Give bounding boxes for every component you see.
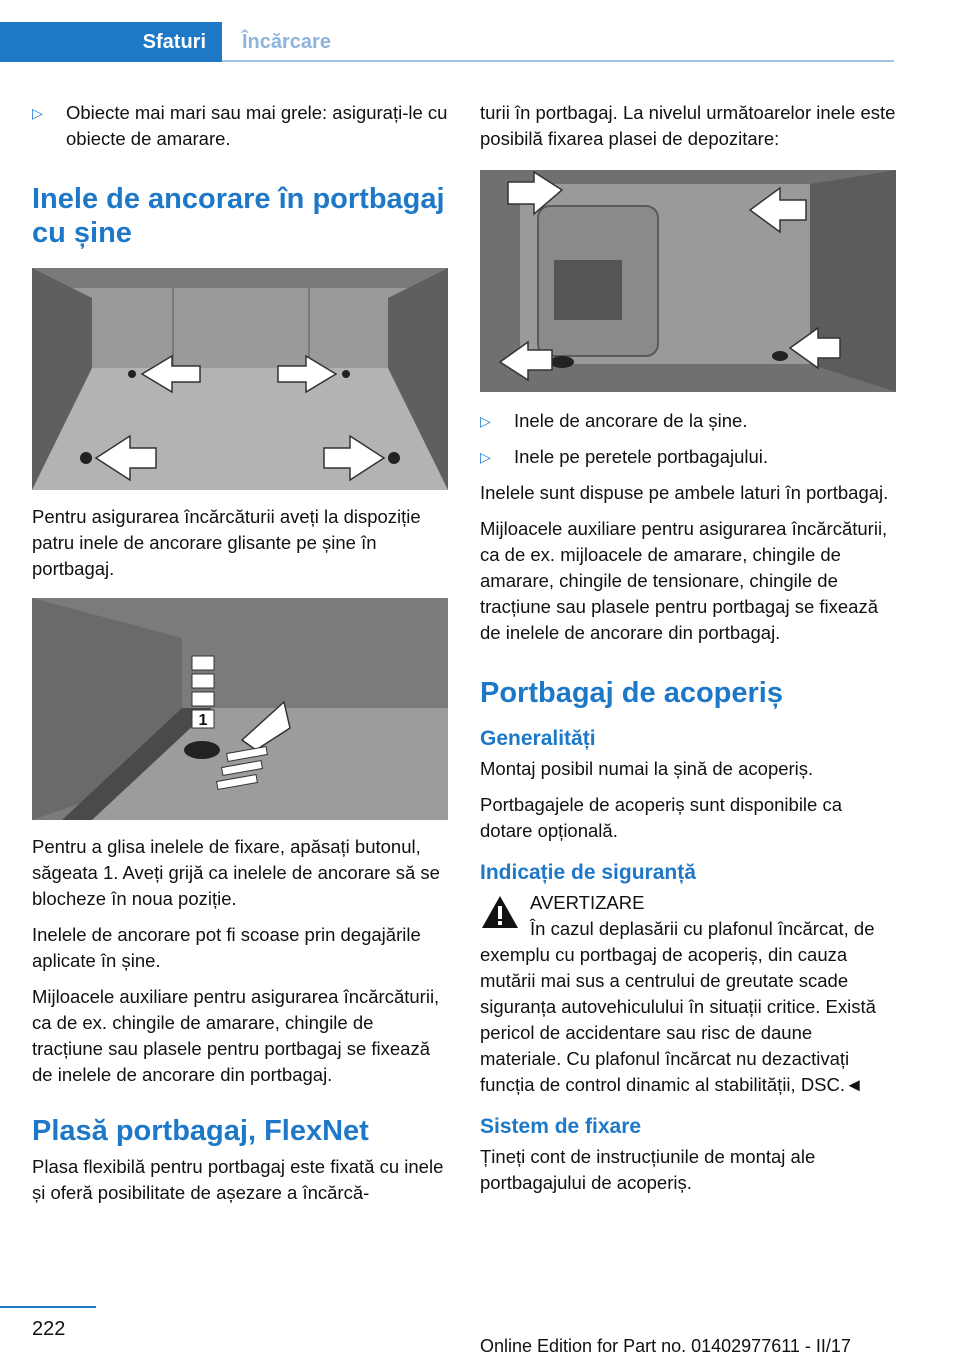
right-column (480, 100, 896, 1206)
edition-footer: Online Edition for Part no. 01402977611 - II/17 (480, 1336, 851, 1356)
trunk-wall-rings-image (480, 170, 896, 392)
warning-triangle-icon (480, 894, 520, 930)
paragraph: Inelele de ancorare pot fi scoase prin degajările aplicate în șine. (32, 924, 421, 971)
warning-title: AVERTIZARE (530, 892, 645, 913)
bullet-text: Inele pe peretele portbagajului. (514, 446, 769, 467)
subheading-fixing-system: Sistem de fixare (480, 1115, 642, 1138)
tab-underline (222, 60, 894, 62)
section-heading-rings: Inele de ancorare în portbagaj cu șine (32, 183, 445, 249)
page-number: 222 (32, 1318, 66, 1340)
subheading-safety: Indicație de siguranță (480, 861, 696, 884)
list-item (32, 100, 448, 152)
triangle-bullet-icon: ▷ (32, 105, 43, 121)
tab-incarcare[interactable]: Încărcare (242, 30, 331, 53)
subheading-general: Generalități (480, 727, 596, 750)
trunk-wall-illustration (480, 170, 896, 392)
bullet-text: Inele de ancorare de la șine. (514, 410, 748, 431)
paragraph: Mijloacele auxiliare pentru asigurarea încărcăturii, ca de ex. mijloacele de amarare, chingile de amarare, chingile de tensionare, chingile de tracțiune sau plasele pentru portbagaj se fixează de inelele de ancorare din portbagaj. (480, 518, 888, 643)
list-item (480, 444, 896, 470)
triangle-bullet-icon: ▷ (480, 449, 491, 465)
rail-ring-detail-image (32, 598, 448, 820)
paragraph: Mijloacele auxiliare pentru asigurarea încărcăturii, ca de ex. chingile de amarare, chingile de tracțiune sau plasele pentru portbagaj se fixează de inelele de ancorare din portbagaj. (32, 986, 440, 1085)
left-column (32, 100, 448, 1216)
trunk-overview-illustration (32, 268, 448, 490)
paragraph: Inelele sunt dispuse pe ambele laturi în portbagaj. (480, 482, 889, 503)
paragraph: Țineți cont de instrucțiunile de montaj ale portbagajului de acoperiș. (480, 1146, 816, 1193)
paragraph: turii în portbagaj. La nivelul următoarelor inele este posibilă fixarea plasei de depozitare: (480, 102, 896, 149)
paragraph: Pentru asigurarea încărcăturii aveți la dispoziție patru inele de ancorare glisante pe șine în portbagaj. (32, 506, 421, 579)
tab-sfaturi[interactable]: Sfaturi (0, 22, 222, 62)
bullet-text: Obiecte mai mari sau mai grele: asigurați-le cu obiecte de amarare. (66, 102, 448, 149)
section-heading-roof-rack: Portbagaj de acoperiș (480, 677, 783, 709)
paragraph: Pentru a glisa inelele de fixare, apăsați butonul, săgeata 1. Aveți grijă ca inelele de ancorare să se blocheze în noua poziție. (32, 836, 440, 909)
list-item (480, 408, 896, 434)
paragraph: Montaj posibil numai la șină de acoperiș. (480, 758, 814, 779)
trunk-overview-image (32, 268, 448, 490)
header-tabs (0, 0, 960, 62)
page-number-rule (0, 1306, 96, 1308)
warning-box (480, 890, 896, 916)
paragraph: Plasa flexibilă pentru portbagaj este fixată cu inele și oferă posibilitate de așezare a încărcă- (32, 1156, 444, 1203)
rail-ring-illustration (32, 598, 448, 820)
callout-label-1: 1 (198, 712, 208, 729)
triangle-bullet-icon: ▷ (480, 413, 491, 429)
warning-text: În cazul deplasării cu plafonul încărcat, de exemplu cu portbagaj de acoperiș, din cauza mutării mai sus a centrului de greutate scade siguranța autovehiculului în situații critice. Există pericol de accidentare sau risc de daune materiale. Cu plafonul încărcat nu dezactivați funcția de control dinamic al stabilității, DSC.◄ (480, 918, 876, 1095)
paragraph: Portbagajele de acoperiș sunt disponibile ca dotare opțională. (480, 794, 843, 841)
section-heading-flexnet: Plasă portbagaj, FlexNet (32, 1115, 369, 1147)
